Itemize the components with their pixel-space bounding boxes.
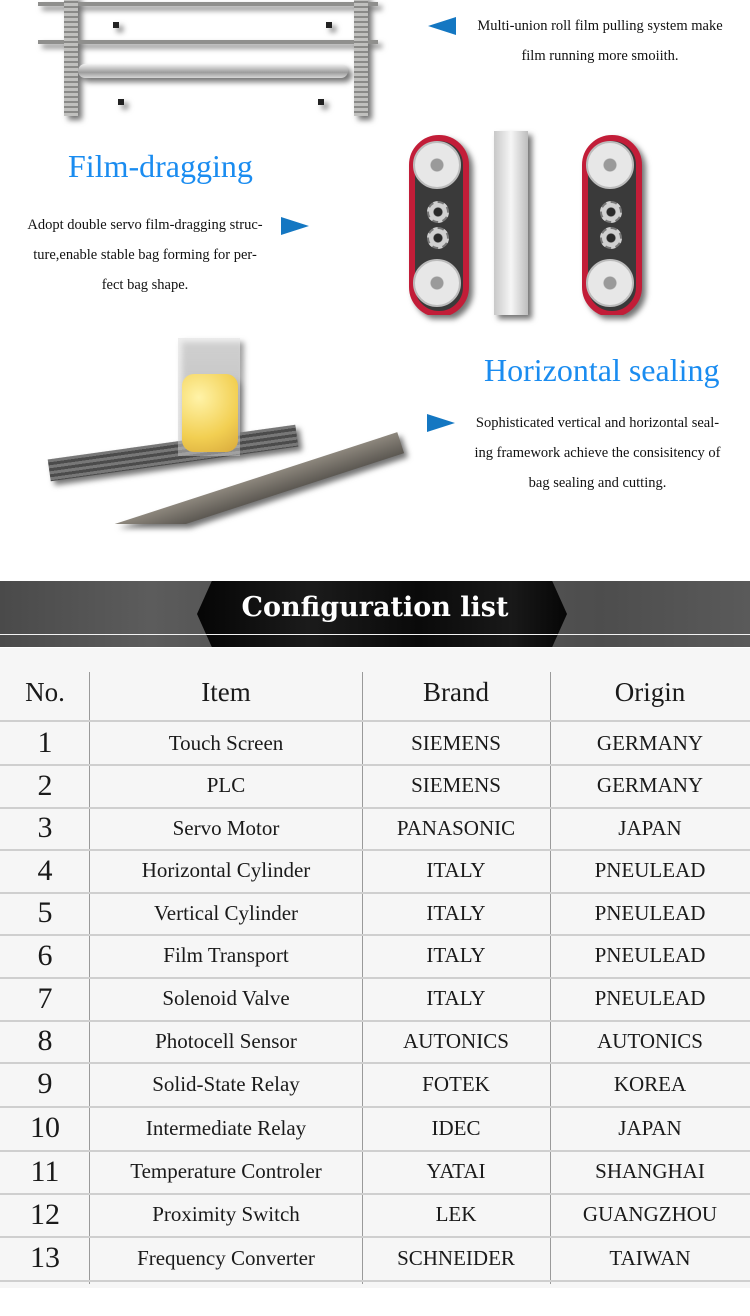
cell-brand: IDEC <box>431 1115 481 1140</box>
cell-origin: GUANGZHOU <box>582 1202 718 1226</box>
table-row <box>0 892 750 936</box>
cell-no: 5 <box>37 896 53 929</box>
cell-no: 3 <box>37 811 53 844</box>
description-line: fect bag shape. <box>101 277 189 293</box>
cell-brand: FOTEK <box>422 1071 490 1096</box>
cell-origin: PNEULEAD <box>594 943 706 967</box>
horizontal-sealing-title: Horizontal sealing <box>484 352 720 388</box>
film-dragging-title: Film-dragging <box>68 148 253 184</box>
cell-brand: ITALY <box>426 858 486 882</box>
cell-item: Film Transport <box>163 943 289 967</box>
table-row <box>0 764 750 809</box>
table-row <box>0 1106 750 1152</box>
horizontal-sealing-description <box>455 408 740 498</box>
cell-item: Frequency Converter <box>137 1245 315 1270</box>
description-line: Sophisticated vertical and horizontal seal- <box>475 415 720 431</box>
cell-brand: YATAI <box>426 1159 486 1183</box>
description-line: ing framework achieve the consisitency of <box>474 445 721 461</box>
column-header-origin: Origin <box>614 676 686 707</box>
table-row <box>0 807 750 851</box>
cell-brand: PANASONIC <box>396 815 516 840</box>
cell-origin: GERMANY <box>596 730 704 755</box>
cell-no: 4 <box>37 853 53 887</box>
cell-item: Proximity Switch <box>152 1202 300 1226</box>
cell-origin: PNEULEAD <box>594 858 706 882</box>
cell-item: Temperature Controler <box>130 1159 322 1183</box>
cell-item: PLC <box>206 773 246 797</box>
table-row <box>0 722 750 766</box>
cell-brand: SCHNEIDER <box>397 1245 515 1270</box>
cell-origin: JAPAN <box>618 815 682 840</box>
column-header-brand: Brand <box>423 676 489 707</box>
description-line: Adopt double servo film-dragging struc- <box>27 217 263 233</box>
cell-no: 13 <box>30 1241 60 1274</box>
table-row <box>0 849 750 894</box>
table-row <box>0 977 750 1022</box>
cell-item: Solid-State Relay <box>152 1071 300 1096</box>
description-line: ture,enable stable bag forming for per- <box>33 247 257 263</box>
description-line: film running more smoiith. <box>521 48 679 64</box>
cell-no: 11 <box>30 1154 60 1188</box>
cell-origin: PNEULEAD <box>594 986 706 1010</box>
configuration-banner <box>0 581 750 647</box>
cell-brand: SIEMENS <box>411 773 501 797</box>
cell-brand: LEK <box>435 1202 477 1226</box>
cell-brand: ITALY <box>426 900 486 925</box>
table-row <box>0 1062 750 1108</box>
cell-brand: ITALY <box>426 943 486 967</box>
divider <box>197 634 567 635</box>
cell-no: 12 <box>30 1197 60 1231</box>
table-row <box>0 1020 750 1064</box>
cell-no: 9 <box>37 1067 53 1100</box>
right-arrow-icon <box>427 414 455 432</box>
column-header-no: No. <box>25 676 65 707</box>
cell-brand: SIEMENS <box>411 730 501 755</box>
table-header <box>0 664 750 722</box>
cell-item: Photocell Sensor <box>155 1028 297 1053</box>
cell-item: Servo Motor <box>172 815 280 840</box>
cell-origin: KOREA <box>613 1071 687 1096</box>
left-arrow-icon <box>428 17 456 35</box>
cell-no: 7 <box>37 981 53 1015</box>
servo-belt-photo <box>306 131 724 315</box>
cell-origin: PNEULEAD <box>594 900 706 925</box>
description-line: Multi-union roll film pulling system make <box>477 18 723 34</box>
cell-no: 8 <box>37 1024 53 1057</box>
film-pulling-description <box>460 11 740 71</box>
right-arrow-icon <box>281 217 309 235</box>
cell-no: 2 <box>37 768 53 802</box>
cell-origin: TAIWAN <box>609 1245 691 1270</box>
cell-origin: AUTONICS <box>597 1028 703 1053</box>
configuration-table <box>0 648 750 1288</box>
configuration-title: Configuration list <box>241 592 509 623</box>
cell-item: Vertical Cylinder <box>153 900 299 925</box>
cell-item: Solenoid Valve <box>162 986 290 1010</box>
film-dragging-description <box>10 210 280 300</box>
cell-item: Horizontal Cylinder <box>141 858 311 882</box>
cell-brand: ITALY <box>426 986 486 1010</box>
cell-no: 10 <box>30 1111 60 1144</box>
cell-origin: SHANGHAI <box>595 1159 705 1183</box>
table-row <box>0 1193 750 1238</box>
cell-origin: GERMANY <box>596 773 704 797</box>
film-pulling-roller-photo <box>18 0 418 116</box>
cell-item: Intermediate Relay <box>145 1115 307 1140</box>
table-row <box>0 934 750 979</box>
sealing-jaw-popcorn-photo <box>18 338 438 524</box>
cell-origin: JAPAN <box>618 1115 682 1140</box>
table-row <box>0 1236 750 1282</box>
cell-no: 6 <box>37 938 53 972</box>
cell-no: 1 <box>37 726 53 759</box>
column-header-item: Item <box>201 676 251 707</box>
cell-item: Touch Screen <box>168 730 284 755</box>
table-row <box>0 1150 750 1195</box>
description-line: bag sealing and cutting. <box>528 475 667 491</box>
cell-brand: AUTONICS <box>403 1028 509 1053</box>
